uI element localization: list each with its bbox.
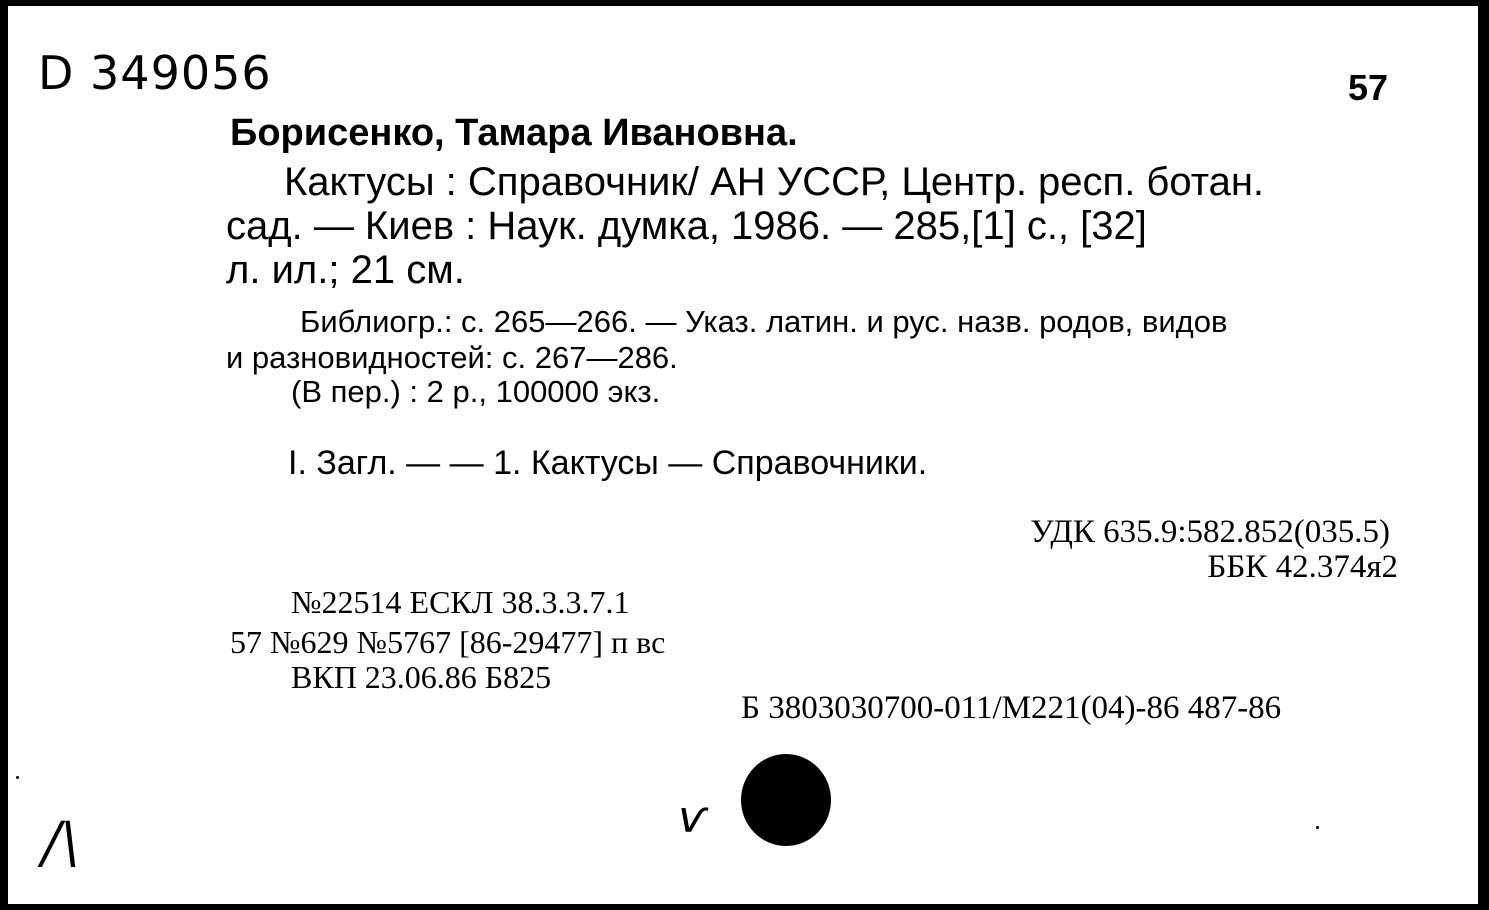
call-number: D 349056 [38, 46, 272, 100]
udk-class: УДК 635.9:582.852(035.5) [1030, 514, 1390, 550]
pencil-mark: /\ [42, 811, 80, 876]
title-line-1: Кактусы : Справочник/ АН УССР, Центр. респ. ботан. [284, 160, 1265, 204]
accession-line-2: 57 №629 №5767 [86-29477] п вс [230, 624, 666, 660]
note-line-2: и разновидностей: с. 267—286. [226, 340, 678, 375]
speck [1316, 826, 1319, 829]
speck [16, 776, 19, 779]
punched-dot [741, 754, 831, 846]
note-line-3: (В пер.) : 2 р., 100000 экз. [291, 374, 661, 409]
handwritten-initial: ѵ [678, 792, 708, 843]
title-line-2: сад. — Киев : Наук. думка, 1986. — 285,[1] с., [32] [226, 204, 1147, 248]
page-number: 57 [1348, 67, 1389, 108]
author-heading: Борисенко, Тамара Ивановна. [230, 112, 798, 154]
accession-line-1: №22514 ЕСКЛ 38.3.3.7.1 [291, 584, 630, 620]
bbk-class: ББК 42.374я2 [1207, 549, 1398, 585]
accession-line-3: ВКП 23.06.86 Б825 [291, 659, 552, 695]
isbn-line: Б 3803030700-011/М221(04)-86 487-86 [741, 690, 1282, 726]
title-line-3: л. ил.; 21 см. [226, 248, 465, 292]
tracings: I. Загл. — — 1. Кактусы — Справочники. [288, 444, 928, 482]
note-line-1: Библиогр.: с. 265—266. — Указ. латин. и рус. назв. родов, видов [300, 304, 1228, 339]
catalog-card [8, 6, 1480, 904]
